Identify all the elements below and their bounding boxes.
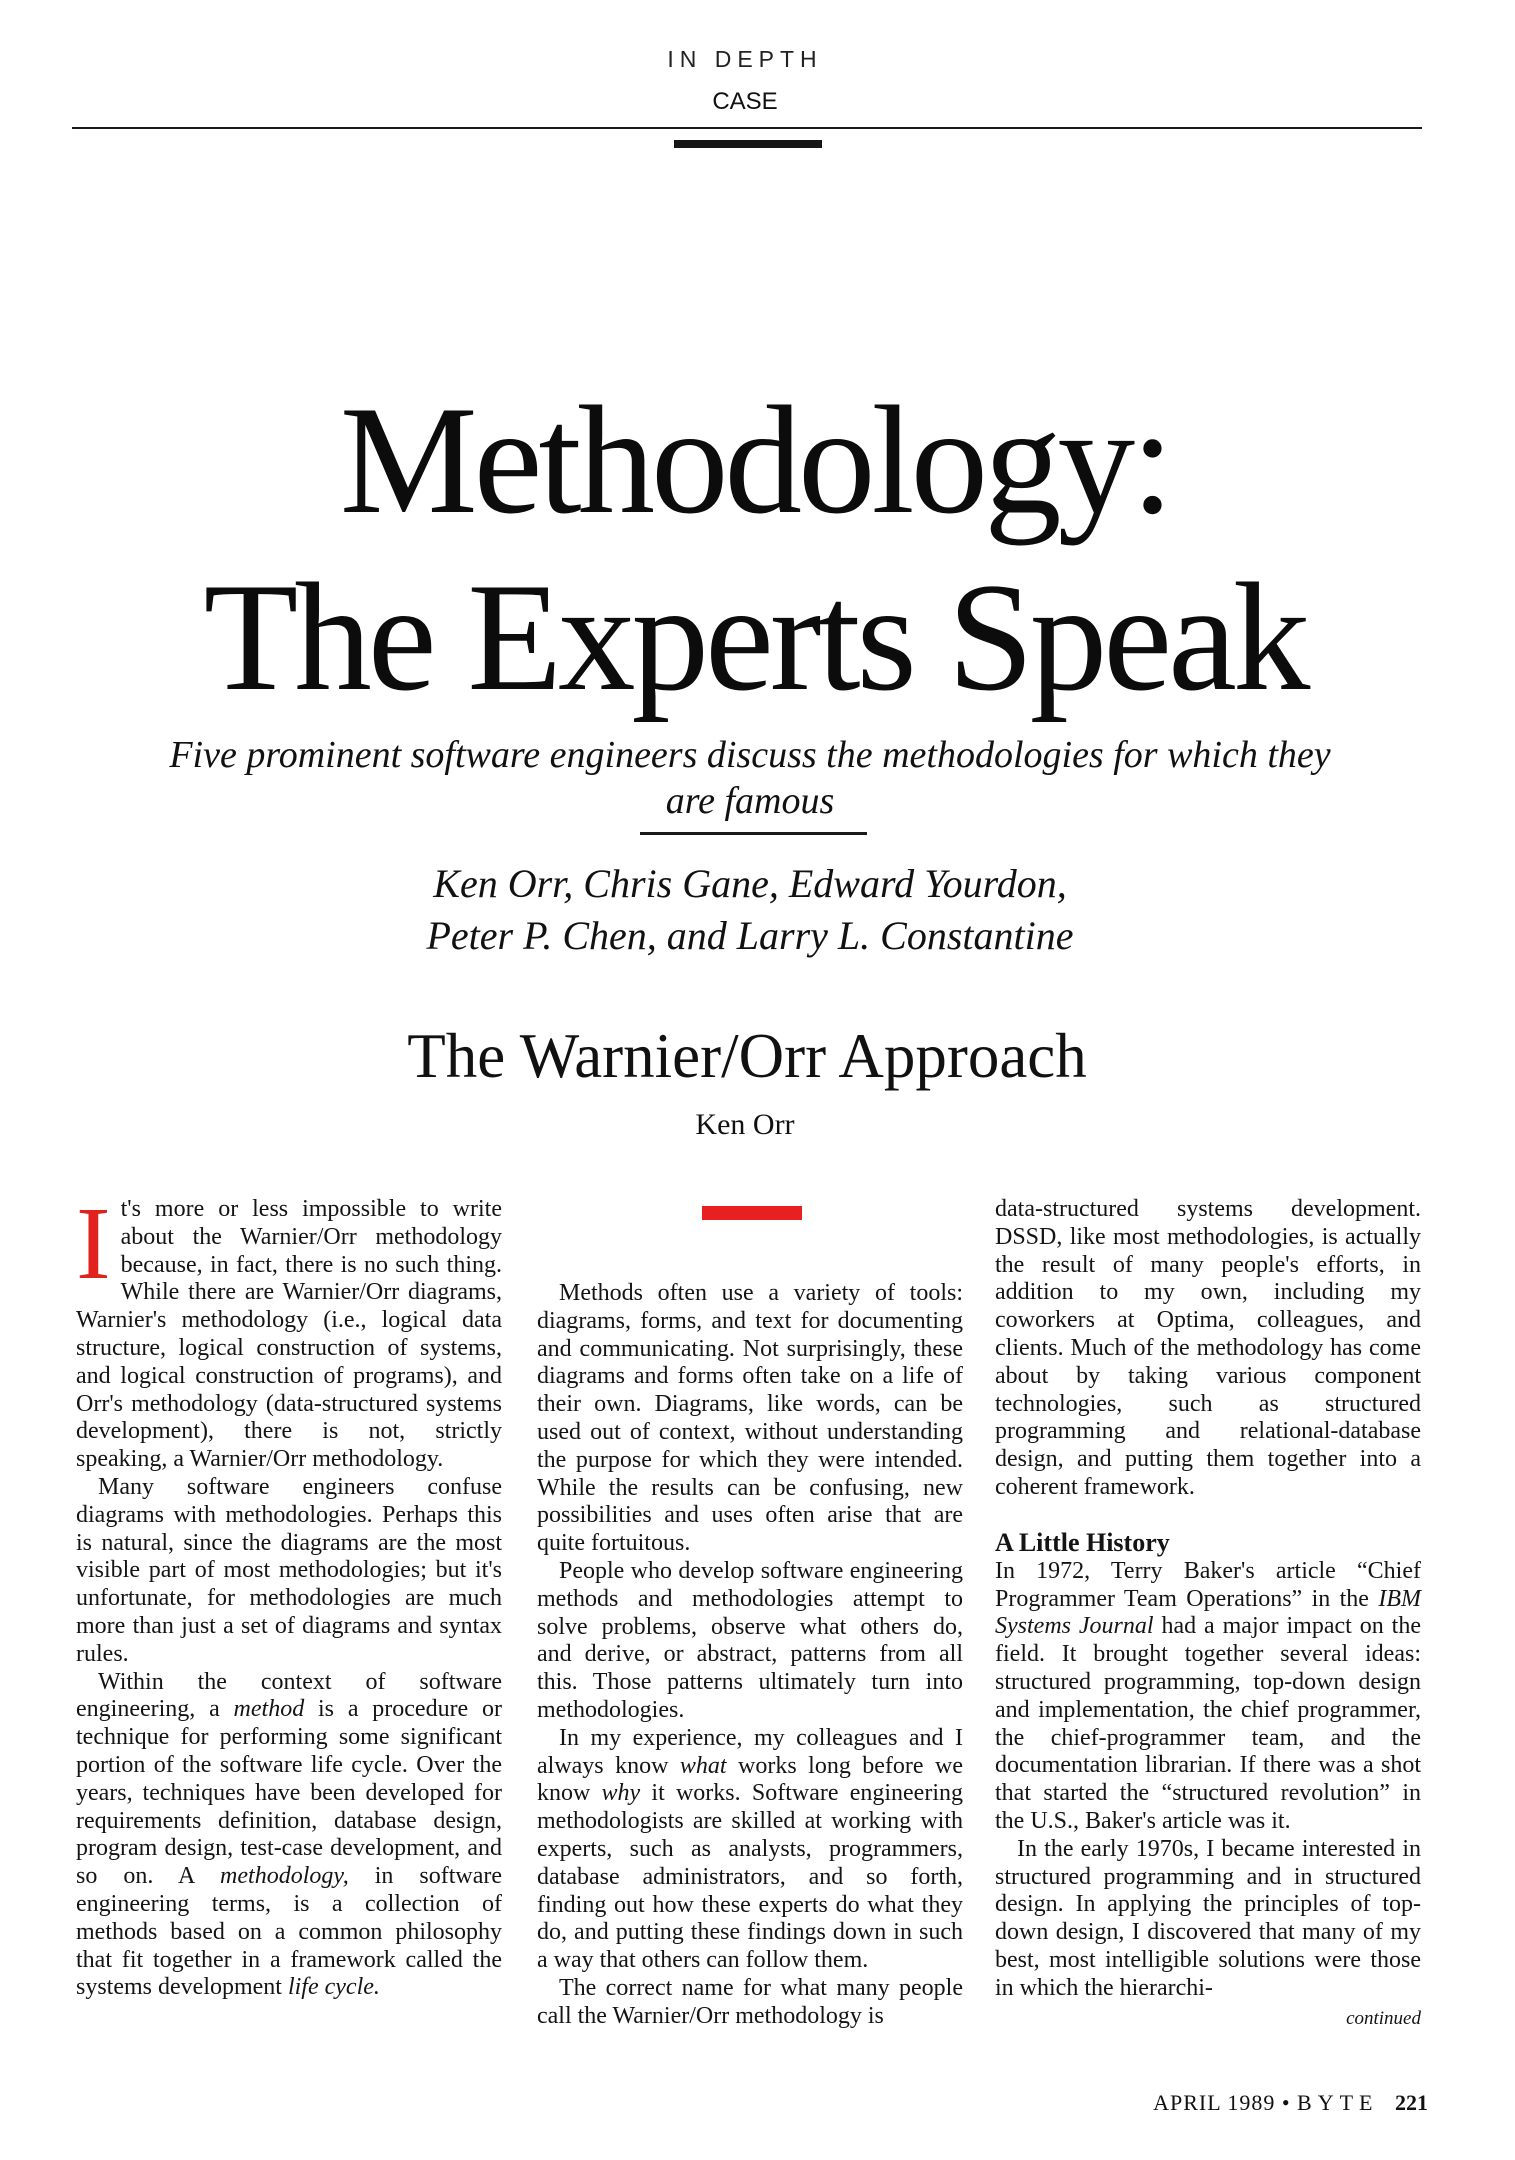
- red-accent-bar: [702, 1206, 802, 1220]
- authors-line1: Ken Orr, Chris Gane, Edward Yourdon,: [433, 861, 1067, 906]
- emphasis: why: [601, 1780, 641, 1807]
- footer-separator: •: [1281, 2090, 1291, 2115]
- text-run: In my experience, my colleagues and I always know: [537, 1724, 963, 1779]
- emphasis: life cycle.: [287, 1974, 380, 2001]
- column-3: [995, 1196, 1421, 2032]
- paragraph: Many software engineers confuse diagrams with methodologies. Perhaps this is natural, since the diagrams are the most visible part of most methodologies; but it's unfortunate, for methodologies are much more than just a set of diagrams and syntax rules.: [76, 1473, 502, 1667]
- header-bar: [674, 140, 822, 148]
- section-title: The Warnier/Orr Approach: [407, 1021, 1087, 1091]
- text-run: Within the context of software engineering, a: [76, 1668, 502, 1723]
- article-authors: [160, 858, 1340, 962]
- subtitle-rule: [640, 832, 867, 835]
- text-run: works long before we know: [537, 1752, 963, 1807]
- section-sublabel: CASE: [712, 88, 778, 115]
- continued-label: continued: [1346, 2007, 1421, 2029]
- emphasis: method: [233, 1696, 305, 1723]
- text-run: is a procedure or technique for performing some significant portion of the software life cycle. Over the years, techniques have been developed for requirements definition, database design, program design, test-case development, and so on. A: [76, 1696, 503, 1890]
- paragraph: [76, 1669, 502, 2003]
- paragraph: Methods often use a variety of tools: diagrams, forms, and text for documenting and communicating. Not surprisingly, these diagrams and forms often take on a life of their own. Diagrams, like words, can be used out of context, without understanding the purpose for which they were intended. While the results can be confusing, new possibilities and uses often arise that are quite fortuitous.: [537, 1280, 963, 1557]
- emphasis: methodology,: [220, 1863, 349, 1890]
- column-2: [537, 1280, 963, 2031]
- text-run: it works. Software engineering methodologists are skilled at working with experts, such as analysts, programmers, database administrators, and so forth, finding out how these experts do what they do, and putting these findings down in such a way that others can follow them.: [537, 1780, 963, 1974]
- emphasis: what: [679, 1752, 727, 1779]
- article-title-line1: Methodology:: [339, 374, 1171, 546]
- page-footer: [1153, 2090, 1428, 2116]
- footer-magazine: BYTE: [1297, 2090, 1379, 2115]
- article-subtitle: Five prominent software engineers discuss the methodologies for which they are famous: [169, 734, 1331, 822]
- column-1: [76, 1186, 503, 2002]
- paragraph: People who develop software engineering methods and methodologies attempt to solve problems, observe what others do, and derive, or abstract, patterns from all this. Those patterns ultimately turn into methodologies.: [537, 1557, 963, 1723]
- paragraph-text: t's more or less impossible to write about the Warnier/Orr methodology because, in fact, there is no such thing. While there are Warnier/Orr diagrams, Warnier's methodology (i.e., logical data structure, logical construction of systems, and logical construction of programs), and Orr's methodology (data-structured systems development), there is not, strictly speaking, a Warnier/Orr methodology.: [76, 1196, 502, 1473]
- page-number: 221: [1395, 2090, 1428, 2115]
- text-run: in software engineering terms, is a collection of methods based on a common philosophy that fit together in a framework called the systems development: [76, 1863, 503, 2001]
- text-run: In 1972, Terry Baker's article “Chief Programmer Team Operations” in the: [995, 1557, 1421, 1612]
- paragraph: [76, 1186, 502, 1474]
- header-rule: [72, 127, 1422, 129]
- emphasis: IBM Systems Journal: [995, 1585, 1421, 1640]
- footer-date: APRIL 1989: [1153, 2090, 1276, 2115]
- drop-cap: I: [76, 1186, 111, 1301]
- article-title-line2: The Experts Speak: [203, 551, 1307, 723]
- authors-line2: Peter P. Chen, and Larry L. Constantine: [426, 913, 1074, 958]
- paragraph: The correct name for what many people call the Warnier/Orr methodology is: [537, 1974, 963, 2029]
- paragraph: [537, 1725, 963, 1975]
- paragraph: [995, 1558, 1421, 1836]
- text-run: had a major impact on the field. It brought together several ideas: structured programming, top-down design and implementation, the chief programmer, the chief-programmer team, and the documentation librarian. If there was a shot that started the “structured revolution” in the U.S., Baker's article was it.: [995, 1613, 1421, 1834]
- subheading: A Little History: [995, 1527, 1170, 1557]
- paragraph: data-structured systems development. DSSD, like most methodologies, is actually the result of many people's efforts, in addition to my own, including my coworkers at Optima, colleagues, and clients. Much of the methodology has come about by taking various component technologies, such as structured programming and relational-database design, and putting them together into a coherent framework.: [995, 1196, 1421, 1500]
- section-byline: Ken Orr: [695, 1108, 795, 1141]
- paragraph: In the early 1970s, I became interested in structured programming and in structured design. In applying the principles of top-down design, I discovered that many of my best, most intelligible solutions were those in which the hierarchi-: [995, 1835, 1421, 2001]
- section-label: IN DEPTH: [667, 46, 823, 72]
